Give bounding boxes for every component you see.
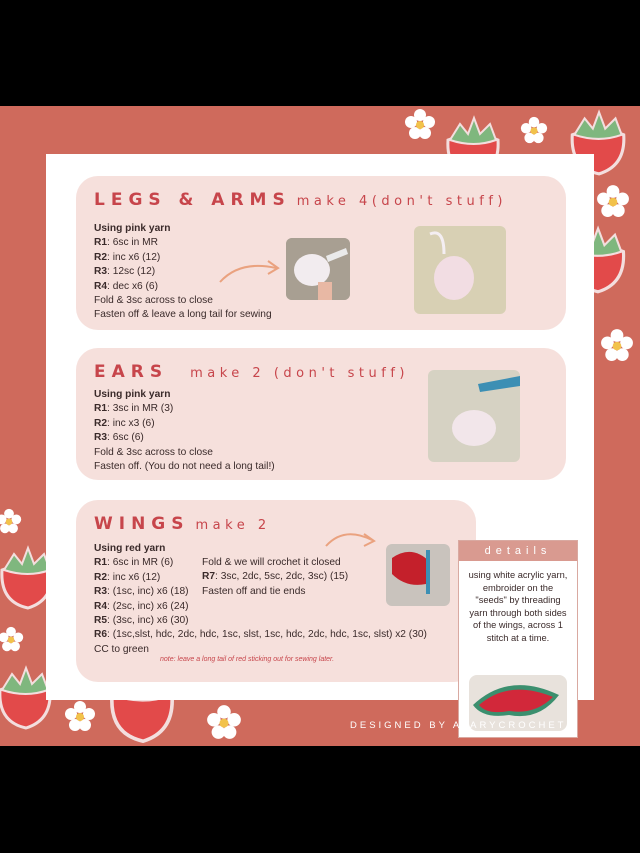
- flower-icon: [404, 108, 436, 140]
- instruction-line: Fasten off & leave a long tail for sewing: [94, 309, 272, 321]
- wings-title: [94, 514, 271, 534]
- section-subtitle: make 2: [195, 518, 271, 533]
- details-text: using white acrylic yarn, embroider on the "seeds" by threading yarn through both sides of the wings, across 1 stitch at a time.: [468, 570, 568, 643]
- details-title: details: [459, 541, 577, 561]
- section-title: LEGS & ARMS: [94, 190, 291, 210]
- designer-credit: DESIGNED BY AVARYCROCHETS: [350, 720, 576, 731]
- round-line: R4: dec x6 (6): [94, 280, 158, 292]
- instruction-line: CC to green: [94, 643, 149, 655]
- wings-card: [76, 500, 476, 682]
- yarn-line: Using pink yarn: [94, 223, 171, 234]
- flower-icon: [206, 704, 242, 740]
- instruction-line: Fold & 3sc across to close: [94, 446, 213, 458]
- arrow-icon: [216, 256, 286, 286]
- yarn-line: Using pink yarn: [94, 389, 171, 400]
- leg-progress-photo: [286, 238, 350, 300]
- round-line: R1: 6sc in MR (6): [94, 557, 174, 569]
- instruction-line: Fold & we will crochet it closed: [202, 557, 341, 568]
- flower-icon: [0, 508, 22, 534]
- round-line: R3: 12sc (12): [94, 266, 156, 278]
- section-title: WINGS: [94, 514, 190, 534]
- round-line: R2: inc x6 (12): [94, 571, 161, 583]
- arrow-icon: [322, 526, 380, 552]
- round-line: R3: (1sc, inc) x6 (18): [94, 586, 189, 598]
- flower-icon: [600, 328, 634, 362]
- sewing-note: note: leave a long tail of red sticking out for sewing later.: [160, 656, 335, 663]
- details-box: [458, 540, 578, 738]
- round-line: R2: inc x3 (6): [94, 417, 155, 429]
- legs-arms-card: [76, 176, 566, 330]
- flower-icon: [0, 626, 24, 652]
- leg-finished-photo: [414, 226, 506, 314]
- round-line: R4: (2sc, inc) x6 (24): [94, 600, 189, 612]
- ear-photo: [428, 370, 520, 462]
- round-line: R1: 3sc in MR (3): [94, 403, 174, 415]
- pattern-sheet: [46, 154, 594, 700]
- instruction-line: Fold & 3sc across to close: [94, 295, 213, 307]
- round-line: R1: 6sc in MR: [94, 237, 158, 249]
- ears-steps: [94, 388, 275, 474]
- round-line: R5: (3sc, inc) x6 (30): [94, 615, 189, 627]
- round-line: R7: 3sc, 2dc, 5sc, 2dc, 3sc) (15): [202, 571, 349, 583]
- yarn-line: Using red yarn: [94, 543, 166, 554]
- instruction-line: Fasten off and tie ends: [202, 585, 306, 597]
- round-line: R2: inc x6 (12): [94, 251, 161, 263]
- wings-closing-steps: [202, 556, 348, 599]
- ears-title: [94, 362, 409, 382]
- flower-icon: [596, 184, 630, 218]
- pattern-page: [0, 106, 640, 746]
- section-title: EARS: [94, 362, 169, 382]
- section-subtitle: make 4(don't stuff): [296, 194, 507, 209]
- flower-icon: [520, 116, 548, 144]
- round-line: R3: 6sc (6): [94, 432, 144, 444]
- legs-arms-title: [94, 190, 507, 210]
- section-subtitle: make 2 (don't stuff): [190, 366, 409, 381]
- flower-icon: [64, 700, 96, 732]
- ears-card: [76, 348, 566, 480]
- instruction-line: Fasten off. (You do not need a long tail!): [94, 461, 275, 473]
- wing-photo: [386, 544, 450, 606]
- round-line: R6: (1sc,slst, hdc, 2dc, hdc, 1sc, slst, 1sc, hdc, 2dc, hdc, 1sc, slst) x2 (30): [94, 629, 427, 641]
